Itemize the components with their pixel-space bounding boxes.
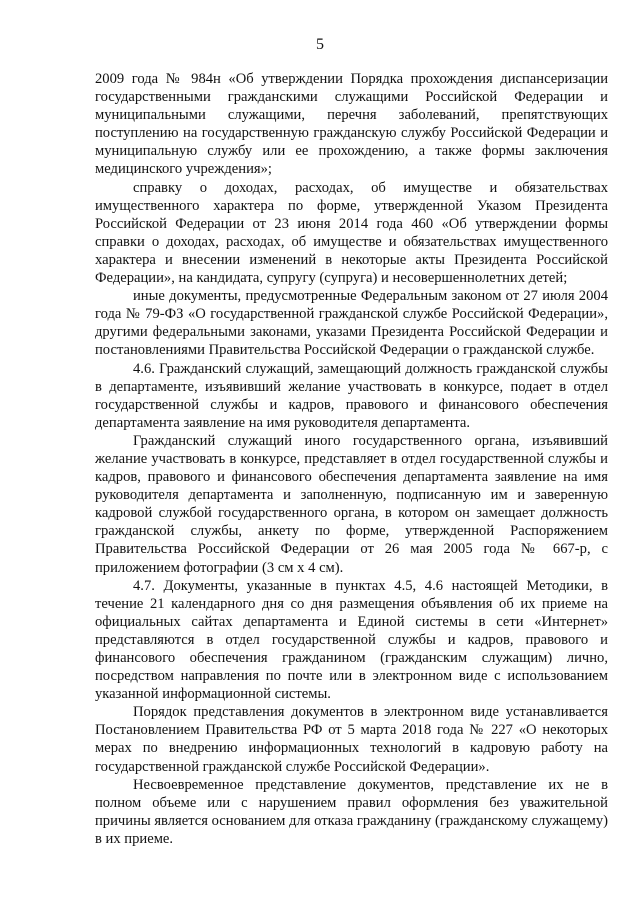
- paragraph-late-submission: Несвоевременное представление документов, представление их не в полном объеме или с нарушением правил оформления без уважительной причины является основанием для отказа гражданину (гражданскому служащему) в их приеме.: [95, 776, 608, 847]
- paragraph-electronic-submission: Порядок представления документов в электронном виде устанавливается Постановлением Правительства РФ от 5 марта 2018 года № 227 «О некоторых мерах по внедрению информационных технологий в кадровую работу на государственной гражданской службе Российской Федерации».: [95, 704, 608, 775]
- paragraph-other-agency-servant: Гражданский служащий иного государственного органа, изъявивший желание участвовать в конкурсе, представляет в отдел государственной службы и кадров, правового и финансового обеспечения департамента заявление на имя руководителя департамента и заполненную, подписанную им и заверенную кадровой службой государственного органа, в котором он замещает должность гражданской службы, анкету по форме, утвержденной Распоряжением Правительства Российской Федерации от 26 мая 2005 года № 667-р, с приложением фотографии (3 см х 4 см).: [95, 432, 608, 576]
- paragraph-other-documents: иные документы, предусмотренные Федеральным законом от 27 июля 2004 года № 79-ФЗ «О государственной гражданской службе Российской Федерации», другими федеральными законами, указами Президента Российской Федерации и постановлениями Правительства Российской Федерации о гражданской службе.: [95, 288, 608, 359]
- page-number: 5: [316, 36, 324, 53]
- paragraph-order-984n-continuation: 2009 года № 984н «Об утверждении Порядка прохождения диспансеризации государственными гражданскими служащими Российской Федерации и муниципальными служащими, перечня заболеваний, препятствующих поступлению на государственную гражданскую службу Российской Федерации и муниципальную службу или ее прохождению, а также формы заключения медицинского учреждения»;: [95, 71, 608, 178]
- document-body: [95, 70, 608, 848]
- paragraph-income-statement: справку о доходах, расходах, об имуществе и обязательствах имущественного характера по форме, утвержденной Указом Президента Российской Федерации от 23 июня 2014 года 460 «Об утверждении формы справки о доходах, расходах, об имуществе и обязательствах имущественного характера и внесении изменений в некоторые акты Президента Российской Федерации», на кандидата, супругу (супруга) и несовершеннолетних детей;: [95, 179, 608, 287]
- paragraph-4-7: 4.7. Документы, указанные в пунктах 4.5, 4.6 настоящей Методики, в течение 21 календарного дня со дня размещения объявления об их приеме на официальных сайтах департамента и Единой системы в сети «Интернет» представляются в отдел государственной службы и кадров, правового и финансового обеспечения гражданином (гражданским служащим) лично, посредством направления по почте или в электронном виде с использованием указанной информационной системы.: [95, 577, 608, 703]
- paragraph-4-6: 4.6. Гражданский служащий, замещающий должность гражданской службы в департаменте, изъявивший желание участвовать в конкурсе, подает в отдел государственной службы и кадров, правового и финансового обеспечения департамента заявление на имя руководителя департамента.: [95, 360, 608, 431]
